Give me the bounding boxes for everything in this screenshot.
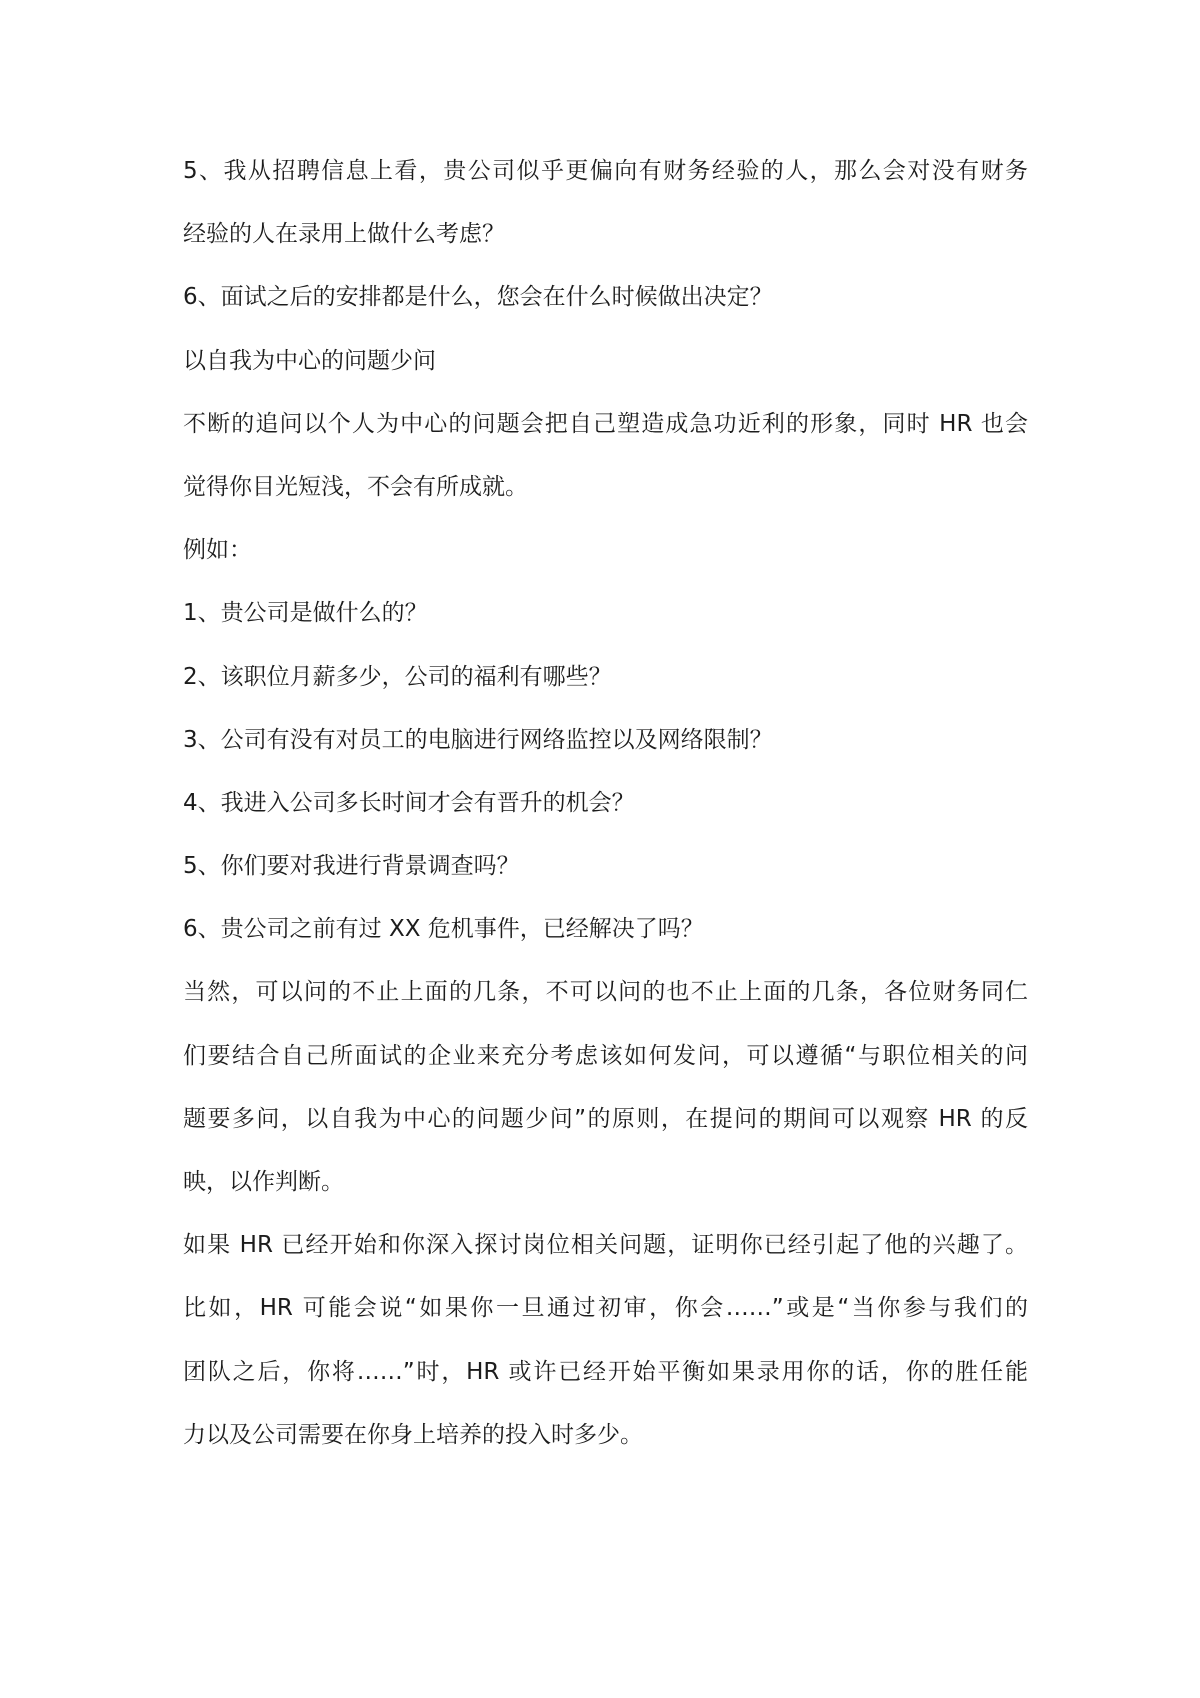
text-line: 5、我从招聘信息上看，贵公司似乎更偏向有财务经验的人，那么会对没有财务 [183,158,1028,184]
text-line: 力以及公司需要在你身上培养的投入时多少。 [183,1421,643,1448]
list-item: 6、贵公司之前有过 XX 危机事件，已经解决了吗？ [183,916,704,943]
text-line: 经验的人在录用上做什么考虑？ [183,221,505,248]
text-line: 题要多问，以自我为中心的问题少问”的原则，在提问的期间可以观察 HR 的反 [183,1105,1028,1132]
list-item: 4、我进入公司多长时间才会有晋升的机会？ [183,789,635,816]
text-line: 比如，HR 可能会说“如果你一旦通过初审，你会……”或是“当你参与我们的 [183,1295,1028,1322]
section-heading: 以自我为中心的问题少问 [183,347,436,374]
text-line: 团队之后，你将……”时，HR 或许已经开始平衡如果录用你的话，你的胜任能 [183,1358,1028,1385]
text-line: 不断的追问以个人为中心的问题会把自己塑造成急功近利的形象，同时 HR 也会 [183,410,1028,437]
text-line: 当然，可以问的不止上面的几条，不可以问的也不止上面的几条，各位财务同仁 [183,979,1028,1006]
list-item: 3、公司有没有对员工的电脑进行网络监控以及网络限制？ [183,726,773,753]
text-line: 们要结合自己所面试的企业来充分考虑该如何发问，可以遵循“与职位相关的问 [183,1042,1028,1069]
list-item: 5、你们要对我进行背景调查吗？ [183,853,520,880]
text-line: 例如： [183,537,252,564]
list-item: 1、贵公司是做什么的？ [183,600,428,627]
text-line: 觉得你目光短浅，不会有所成就。 [183,473,528,500]
list-item: 2、该职位月薪多少，公司的福利有哪些？ [183,663,612,690]
text-line: 6、面试之后的安排都是什么，您会在什么时候做出决定？ [183,284,773,311]
text-line: 映，以作判断。 [183,1169,344,1195]
text-line: 如果 HR 已经开始和你深入探讨岗位相关问题，证明你已经引起了他的兴趣了。 [183,1232,1028,1259]
document-body [183,155,1028,1482]
